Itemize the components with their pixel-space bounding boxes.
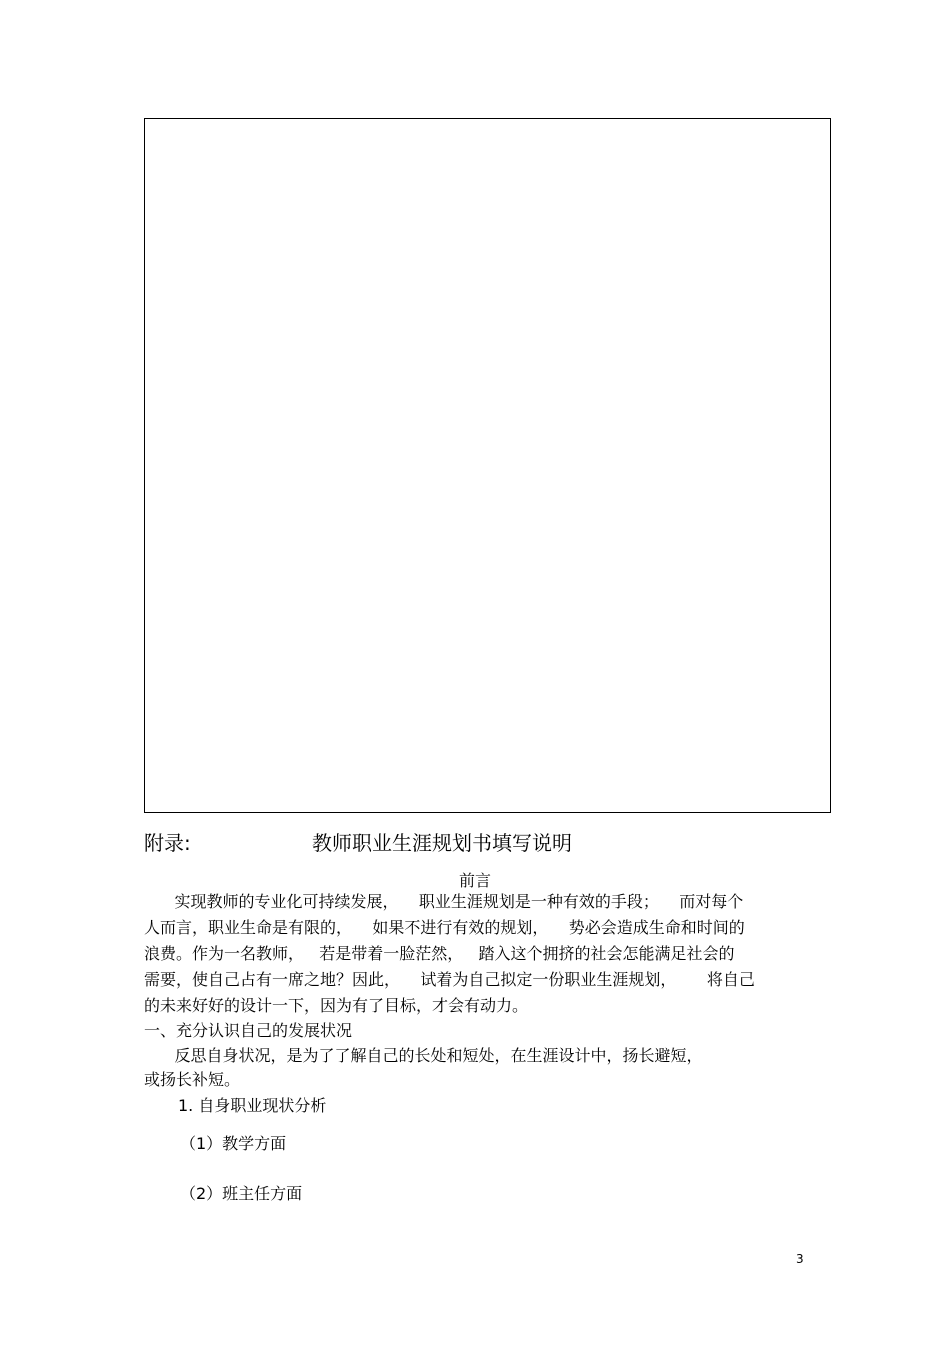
appendix-title: 教师职业生涯规划书填写说明	[312, 831, 572, 855]
item-class-teacher: （2）班主任方面	[180, 1184, 303, 1203]
preface-line-4: 需要，使自己占有一席之地？因此， 试着为自己拟定一份职业生涯规划， 将自己	[144, 970, 755, 989]
page-number: 3	[796, 1252, 804, 1266]
appendix-label: 附录:	[144, 831, 191, 855]
preface-title: 前言	[458, 871, 491, 890]
preface-line-2: 人而言，职业生命是有限的， 如果不进行有效的规划， 势必会造成生命和时间的	[144, 918, 745, 937]
item-teaching: （1）教学方面	[180, 1134, 287, 1153]
preface-line-3: 浪费。作为一名教师， 若是带着一脸茫然， 踏入这个拥挤的社会怎能满足社会的	[144, 944, 735, 963]
section-1-line-2: 或扬长补短。	[144, 1070, 241, 1089]
preface-line-5: 的未来好好的设计一下，因为有了目标，才会有动力。	[144, 996, 529, 1015]
blank-form-box	[144, 118, 831, 813]
subsection-1-heading: 1. 自身职业现状分析	[178, 1096, 327, 1115]
section-1-line-1: 反思自身状况，是为了了解自己的长处和短处，在生涯设计中，扬长避短，	[144, 1046, 703, 1065]
preface-line-1: 实现教师的专业化可持续发展， 职业生涯规划是一种有效的手段； 而对每个	[144, 892, 744, 911]
appendix-header	[144, 828, 834, 858]
section-1-heading: 一、充分认识自己的发展状况	[144, 1021, 353, 1040]
